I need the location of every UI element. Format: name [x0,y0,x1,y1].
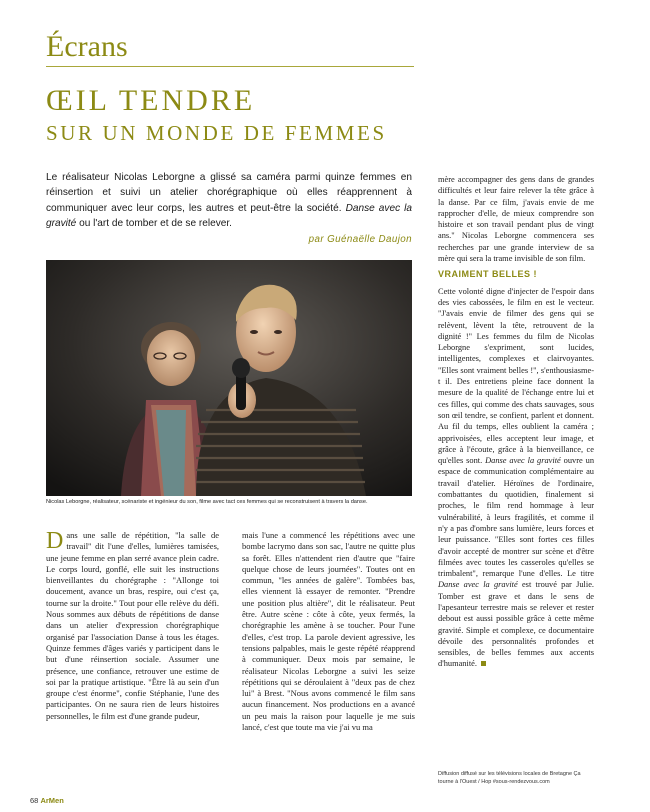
headline-line1: ŒIL TENDRE [46,84,256,117]
column-3-film-title: Danse avec la gravité [485,456,561,466]
standfirst-text: Le réalisateur Nicolas Leborgne a glissé sa caméra parmi quinze femmes en réinsertion et suivi un atelier chorégraphique où elles réapprennent à communiquer avec leur corps, les autres et peut-être la société. [46,172,412,214]
column-1 [46,530,219,722]
drop-cap: D [46,528,64,554]
column-3-text-a: Cette volonté digne d'injecter de l'espoir dans des vies cabossées, le film en est le vecteur. "J'avais envie de filmer des gens qui se relèvent, lèvent la tête, retrouvent de la dignité !" Les femmes du film de Nicolas Leborgne s'expriment, sont lucides, intelligentes, complexes et clairvoyantes. "Elles sont vraiment belles !", s'enthousiasme-t il. Des entretiens pleine face donnent la mesure de la qualité de l'échange entre lui et ces filles, qui comme des chats sauvages, sous son œil tendre, se confient, parlent et donnent. Au fil du temps, elles oublient la caméra ; apprivoisées, elles acceptent leur image, et grâce à l'écoute, grâce à la bienveillance, ce qu'elles sont. [438,286,594,466]
column-1-text: ans une salle de répétition, "la salle de travail" dit l'une d'elles, lumières tamisées, une jeune femme en plan serré avance plein cadre. Le corps lourd, gonflé, elle suit les instructions bienveillantes du chorégraphe : "Allonge toi doucement, avance un bras, respire, oui c'est ça, tourne sur la droite." Tout pour elle relève du défi. Nous sommes aux débuts de répétitions de danse dans un atelier d'expression chorégraphique organisé par l'association Danse à tous les étages. Quinze femmes d'âges variés y participent dans le but d'une réinsertion sociale. Assumer une présence, une confiance, retrouver une estime de soi par la pratique artistique. "Être là au sein d'un groupe c'est énorme", confie Stéphanie, l'une des participantes. On ne saura rien de leurs histoires personnelles, le film est d'une grande pudeur, [46,530,219,721]
standfirst-film-title: Danse avec la gravité [46,202,413,229]
column-3-text-c: est trouvé par Julie. Tomber est grave et dans le sens de l'apesanteur terrestre mais se relever et rester debout est aussi possible grâce à cette même gravité. Simple et complexe, ce documentaire dévoile des personnalités profondes et sensibles, de belles femmes aux accents d'humanité. [438,580,595,669]
column-3-paragraph-1: mère accompagner des gens dans de grandes difficultés et leur faire relever la tête grâce à la danse. Par ce film, j'avais envie de me rapprocher d'elle, de mieux comprendre son histoire et son travail pendant plus de vingt ans." Nicolas Leborgne commencera ses recherches par une grande interview de sa mère qui sera la trame invisible de son film. [438,175,594,264]
standfirst-text-end: ou l'art de tomber et de se relever. [79,217,232,229]
column-3-text-b: ouvre un espace de communication complémentaire au travail d'atelier. Héroïnes de l'ordinaire, combattantes du quotidien, finalement si proches, le film rend hommage à leur vulnérabilité, à leurs fragilités, et comme il n'y a pas d'ombre sans lumière, leurs forces et leur puissance. "Elles sont fortes ces filles d'avoir accepté de montrer sur scène et d'être filmées avec toutes les casseroles qu'elles se trimbalent", remarque l'une d'elles. Le titre [438,456,595,579]
article-photo [46,260,412,496]
column-2: mais l'une a commencé les répétitions avec une bombe lacrymo dans son sac, l'autre ne quitte plus sa forêt. Elles n'attendent rien d'autre que "faire quelque chose de leurs journées". Toutes ont en commun, "les années de galère". Tombées bas, elles viennent là essayer de remonter. "Prendre une position plus altière", dit le réalisateur. Peut être. Autre scène : côte à côte, yeux fermés, la chorégraphie les amène à se toucher. Pour l'une d'elles, c'est trop. La parole devient agressive, les tensions palpables, mais le geste répété réapprend à communiquer. Deux mois par semaine, le réalisateur Nicolas Leborgne a suivi les seize répétitions qui se déroulaient à "deux pas de chez lui" à Brest. "Nous avons commencé le film sans aucun financement. Nos productions en a avancé un peu mais la raison pour laquelle je me suis lancé, c'est que toute ma vie j'ai vu ma [242,530,415,733]
page-number: 68 [30,796,39,805]
photo-illustration [46,260,412,496]
subheading: VRAIMENT BELLES ! [438,269,538,280]
page-folio [30,796,64,805]
magazine-name: ArMen [40,796,64,805]
column-3-paragraph-2 [438,286,594,670]
end-mark-icon [481,661,486,666]
standfirst [46,170,412,231]
section-title: Écrans [46,30,128,63]
byline: par Guénaëlle Daujon [308,234,412,245]
column-3-film-title-2: Danse avec la gravité [438,580,518,590]
headline-line2: SUR UN MONDE DE FEMMES [46,121,387,145]
column-3 [438,174,594,675]
section-rule [46,66,414,67]
broadcast-credit: Diffusion diffusé sur les télévisions locales de Bretagne Ça tourne à l'Ouest / Hop #sous-rendezvous.com [438,771,581,785]
photo-caption: Nicolas Leborgne, réalisateur, scénariste et ingénieur du son, filme avec tact ces femmes qui se reconstruisent à travers la danse. [46,499,368,505]
